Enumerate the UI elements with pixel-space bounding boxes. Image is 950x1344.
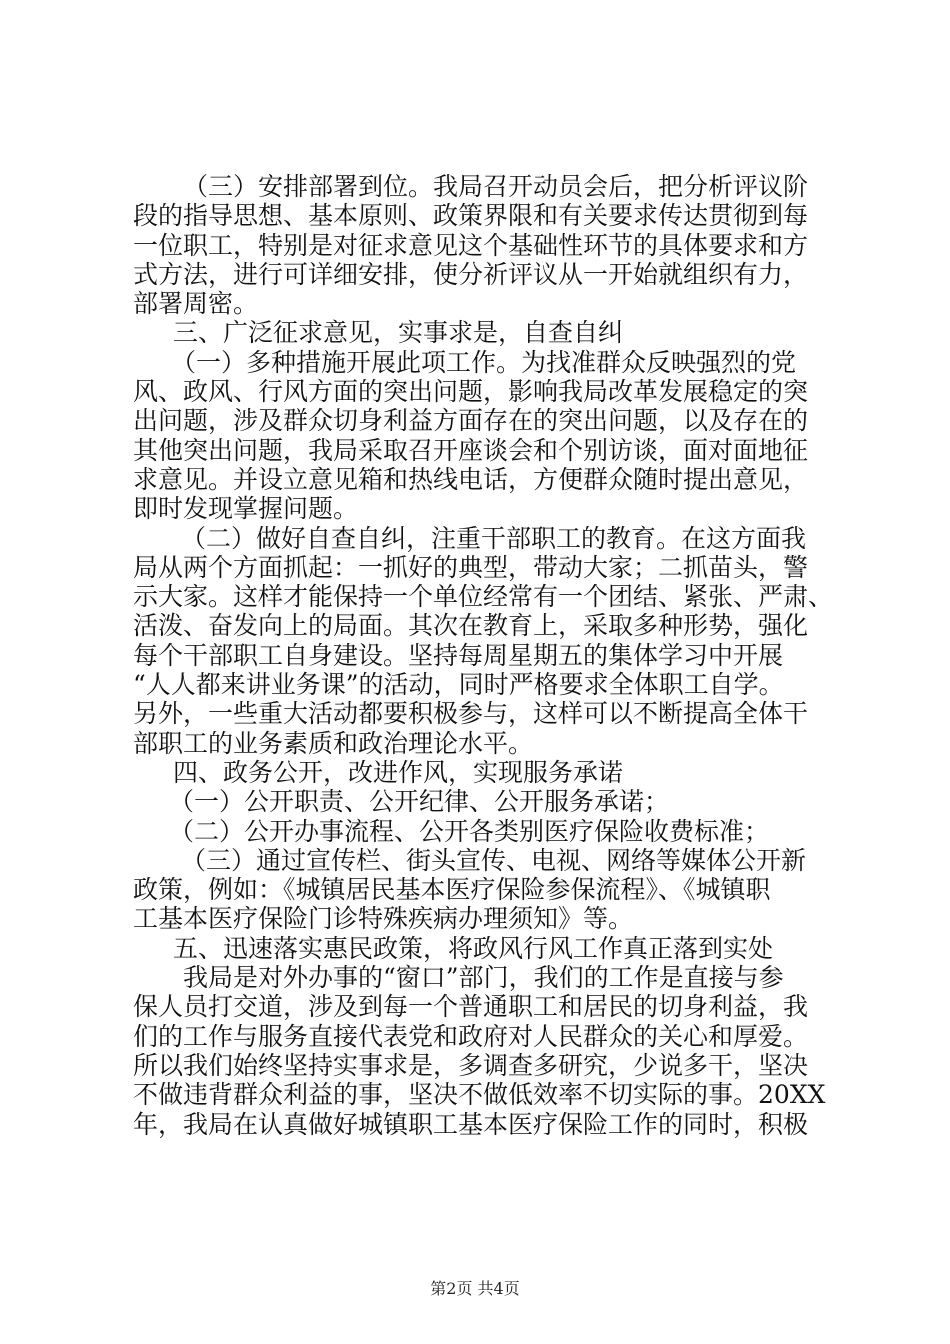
section-heading-5 <box>133 934 833 963</box>
paragraph-window-department <box>133 963 833 1139</box>
section-heading-4 <box>133 758 833 787</box>
text-line: 年，我局在认真做好城镇职工基本医疗保险工作的同时，积极 <box>133 1109 809 1139</box>
text-line: 出问题，涉及群众切身利益方面存在的突出问题，以及存在的 <box>133 406 809 436</box>
text-line: 局从两个方面抓起：一抓好的典型，带动大家；二抓苗头，警 <box>133 552 809 582</box>
text-line: （二）做好自查自纠，注重干部职工的教育。在这方面我 <box>181 523 807 553</box>
paragraph-measures <box>133 348 833 524</box>
heading-line: 四、政务公开，改进作风，实现服务承诺 <box>173 757 624 787</box>
text-line: 部署周密。 <box>133 289 259 319</box>
text-line: 工基本医疗保险门诊特殊疾病办理须知》等。 <box>133 904 634 934</box>
section-heading-3 <box>133 318 833 347</box>
text-line: （三）安排部署到位。我局召开动员会后，把分析评议阶 <box>183 172 809 201</box>
text-line: 我局是对外办事的“窗口”部门，我们的工作是直接与参 <box>183 963 784 993</box>
document-body <box>133 172 833 1139</box>
text-line: 不做违背群众利益的事，坚决不做低效率不切实际的事。20XX <box>133 1080 826 1110</box>
heading-line: 三、广泛征求意见，实事求是，自查自纠 <box>173 318 624 348</box>
text-line: 保人员打交道，涉及到每一个普通职工和居民的切身利益，我 <box>133 992 809 1022</box>
text-line: 所以我们始终坚持实事求是，多调查多研究，少说多干，坚决 <box>133 1050 809 1080</box>
text-line: 们的工作与服务直接代表党和政府对人民群众的关心和厚爱。 <box>133 1021 809 1051</box>
text-line: 其他突出问题，我局采取召开座谈会和个别访谈，面对面地征 <box>133 435 809 465</box>
text-line: （三）通过宣传栏、街头宣传、电视、网络等媒体公开新 <box>181 845 807 875</box>
paragraph-arrangement <box>133 172 833 318</box>
text-line: 式方法，进行可详细安排，使分祈评议从一开始就组织有力， <box>133 259 809 289</box>
text-line: 段的指导思想、基本原则、政策界限和有关要求传达贯彻到每 <box>133 201 809 231</box>
page-number-footer: 第2页 共4页 <box>430 1279 520 1298</box>
text-line: （一）多种措施开展此项工作。为找准群众反映强烈的党 <box>171 347 797 377</box>
text-line: 另外，一些重大活动都要积极参与，这样可以不断提高全体干 <box>133 699 809 729</box>
text-line: 一位职工，特别是对征求意见这个基础性环节的具体要求和方 <box>133 230 809 260</box>
text-line: 风、政风、行风方面的突出问题，影响我局改革发展稳定的突 <box>133 377 809 407</box>
list-item-disclosure-2 <box>133 817 833 846</box>
paragraph-self-inspection <box>133 524 833 758</box>
text-line: 部职工的业务素质和政治理论水平。 <box>133 728 534 758</box>
list-item-disclosure-1 <box>133 787 833 816</box>
text-line: （一）公开职责、公开纪律、公开服务承诺； <box>169 787 670 817</box>
list-item-disclosure-3 <box>133 846 833 934</box>
text-line: （二）公开办事流程、公开各类别医疗保险收费标准； <box>169 816 770 846</box>
text-line: 活泼、奋发向上的局面。其次在教育上，采取多种形势，强化 <box>133 611 809 641</box>
text-line: 求意见。并设立意见箱和热线电话，方便群众随时提出意见， <box>133 464 809 494</box>
text-line: 政策，例如：《城镇居民基本医疗保险参保流程》、《城镇职 <box>133 875 771 905</box>
heading-line: 五、迅速落实惠民政策，将政风行风工作真正落到实处 <box>173 933 774 963</box>
text-line: 每个干部职工自身建设。坚持每周星期五的集体学习中开展 <box>133 640 784 670</box>
text-line: 示大家。这样才能保持一个单位经常有一个团结、紧张、严肃、 <box>133 582 834 612</box>
text-line: 即时发现掌握问题。 <box>133 494 359 524</box>
text-line: “人人都来讲业务课”的活动，同时严格要求全体职工自学。 <box>133 670 784 700</box>
